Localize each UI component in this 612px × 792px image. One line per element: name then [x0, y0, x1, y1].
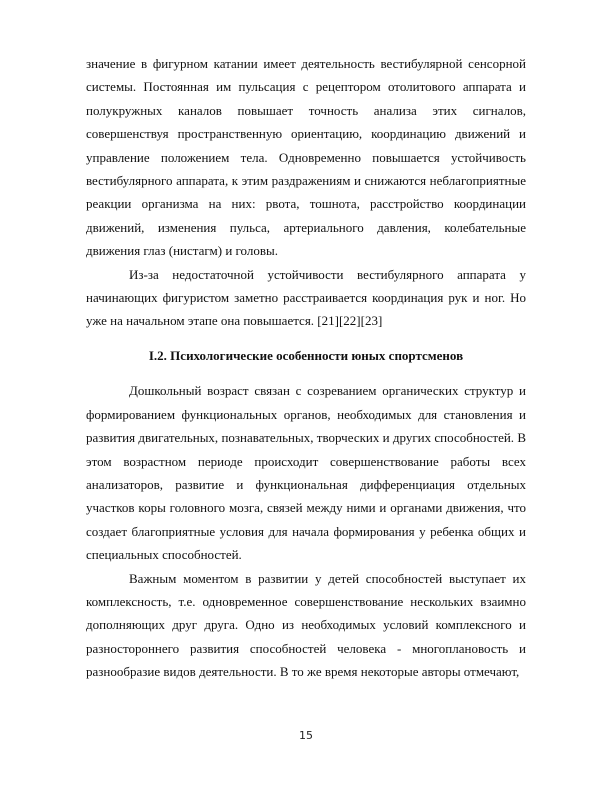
section-heading: I.2. Психологические особенности юных спортсменов [148, 347, 464, 363]
page-number: 15 [299, 729, 313, 742]
paragraph-abilities-complexity: Важным моментом в развитии у детей способностей выступает их комплексность, т.е. одновременное совершенствование нескольких взаимно дополняющих друг друга. Одно из необходимых условий комплексного и разностороннего развития способностей человека - многоплановость и разнообразие видов деятельности. В то же время некоторые авторы отмечают, [86, 570, 526, 680]
page-body [86, 52, 526, 684]
paragraph-vestibular-system: значение в фигурном катании имеет деятельность вестибулярной сенсорной системы. Постоянная им пульсация с рецептором отолитового аппарата и полукружных каналов повышает точность анализа этих сигналов, совершенствуя пространственную ориентацию, координацию движений и управление положением тела. Одновременно повышается устойчивость вестибулярного аппарата, к этим раздражениям и снижаются неблагоприятные реакции организма на них: рвота, тошнота, расстройство координации движений, изменения пульса, артериального давления, колебательные движения глаз (нистагм) и головы. [86, 56, 526, 259]
paragraph-coordination: Из-за недостаточной устойчивости вестибулярного аппарата у начинающих фигуристом заметно расстраивается координация рук и ног. Но уже на начальном этапе она повышается. [21][22][23] [86, 266, 526, 329]
paragraph-preschool-age: Дошкольный возраст связан с созреванием органических структур и формированием функциональных органов, необходимых для становления и развития двигательных, познавательных, творческих и других способностей. В этом возрастном периоде происходит совершенствование работы всех анализаторов, развитие и функциональная дифференциация отдельных участков коры головного мозга, связей между ними и органами движения, что создает благоприятные условия для начала формирования у ребенка общих и специальных способностей. [86, 383, 526, 563]
